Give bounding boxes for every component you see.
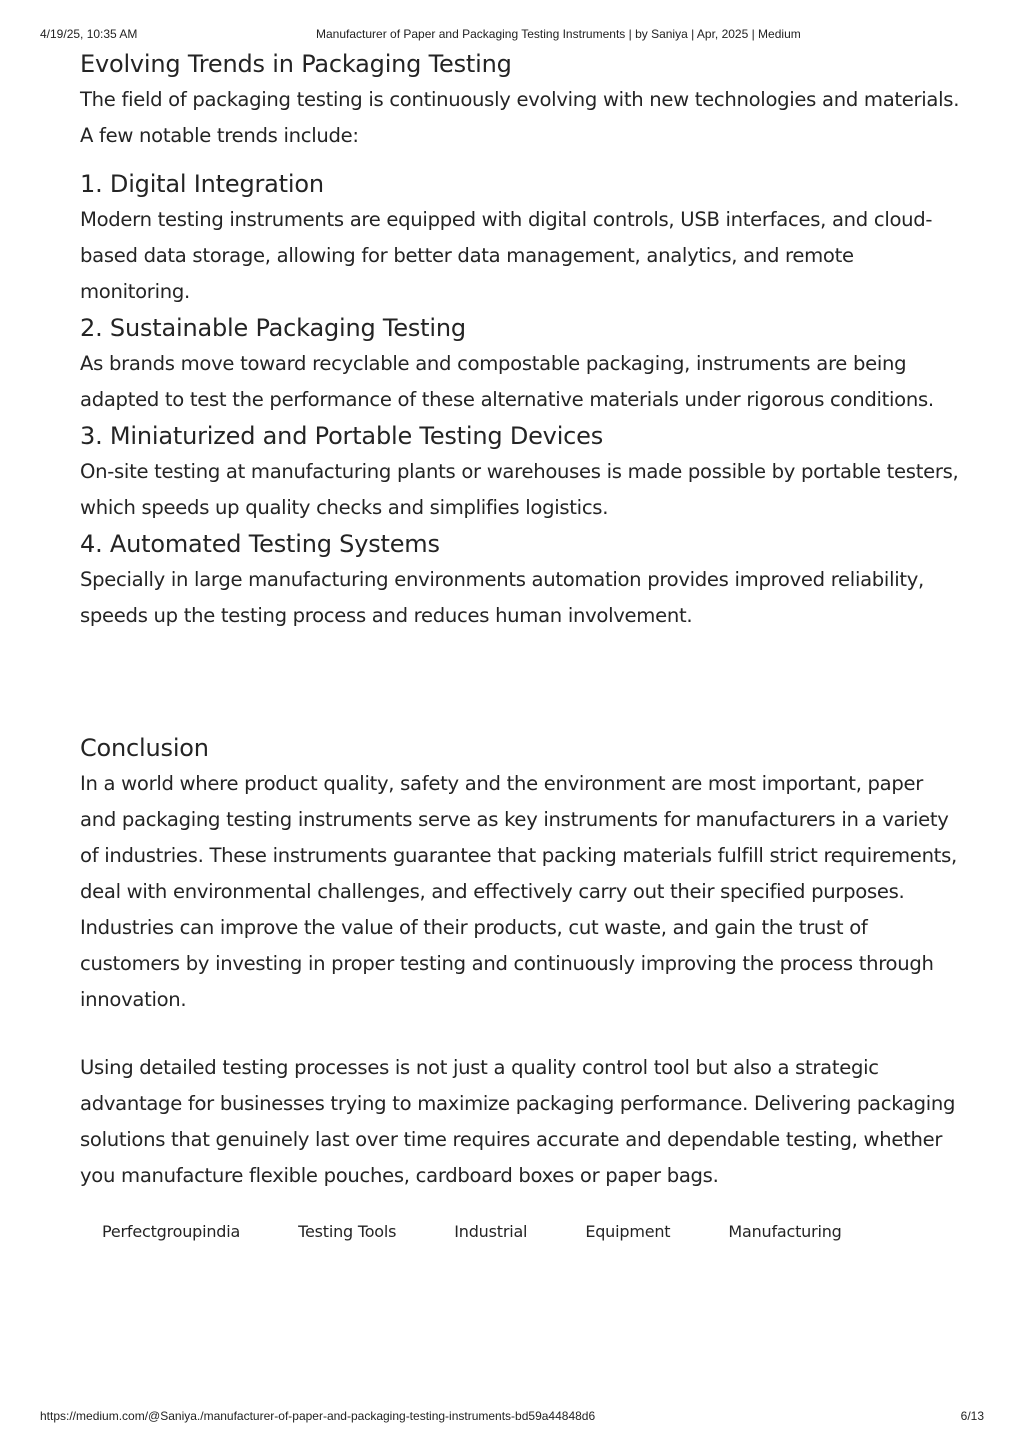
trend-text-sustainable-packaging: As brands move toward recyclable and compostable packaging, instruments are being adapted to test the performance of these alternative materials under rigorous conditions. xyxy=(80,352,934,411)
tag-testing-tools[interactable]: Testing Tools xyxy=(276,1216,418,1248)
trends-intro: The field of packaging testing is continuously evolving with new technologies and materials. A few notable trends include: xyxy=(80,88,960,147)
trend-heading-portable-devices: 3. Miniaturized and Portable Testing Devices xyxy=(80,422,604,450)
tag-list xyxy=(80,1216,960,1248)
tag-perfectgroupindia[interactable]: Perfectgroupindia xyxy=(80,1216,262,1248)
print-document-title: Manufacturer of Paper and Packaging Testing Instruments | by Saniya | Apr, 2025 | Medium xyxy=(316,27,801,41)
trend-heading-sustainable-packaging: 2. Sustainable Packaging Testing xyxy=(80,314,466,342)
trends-heading: Evolving Trends in Packaging Testing xyxy=(80,50,512,78)
conclusion-heading: Conclusion xyxy=(80,734,209,762)
print-page-number: 6/13 xyxy=(960,1409,984,1423)
trend-heading-digital-integration: 1. Digital Integration xyxy=(80,170,324,198)
conclusion-paragraph-1: In a world where product quality, safety and the environment are most important, paper and packaging testing instruments serve as key instruments for manufacturers in a variety of industries. These instruments guarantee that packing materials fulfill strict requirements, deal with environmental challenges, and effectively carry out their specified purposes. Industries can improve the value of their products, cut waste, and gain the trust of customers by investing in proper testing and continuously improving the process through innovation. xyxy=(80,772,957,1011)
print-page-url: https://medium.com/@Saniya./manufacturer-of-paper-and-packaging-testing-instruments-bd59a44848d6 xyxy=(40,1409,596,1423)
trend-text-portable-devices: On-site testing at manufacturing plants or warehouses is made possible by portable testers, which speeds up quality checks and simplifies logistics. xyxy=(80,460,959,519)
print-header xyxy=(40,27,984,43)
tag-manufacturing[interactable]: Manufacturing xyxy=(706,1216,863,1248)
print-datetime: 4/19/25, 10:35 AM xyxy=(40,27,138,41)
trend-heading-automated-systems: 4. Automated Testing Systems xyxy=(80,530,440,558)
tag-equipment[interactable]: Equipment xyxy=(563,1216,692,1248)
conclusion-paragraph-2: Using detailed testing processes is not just a quality control tool but also a strategic advantage for businesses trying to maximize packaging performance. Delivering packaging solutions that genuinely last over time requires accurate and dependable testing, whether you manufacture flexible pouches, cardboard boxes or paper bags. xyxy=(80,1056,956,1187)
trend-text-digital-integration: Modern testing instruments are equipped with digital controls, USB interfaces, and cloud-based data storage, allowing for better data management, analytics, and remote monitoring. xyxy=(80,208,933,303)
tag-industrial[interactable]: Industrial xyxy=(432,1216,549,1248)
trend-text-automated-systems: Specially in large manufacturing environments automation provides improved reliability, speeds up the testing process and reduces human involvement. xyxy=(80,568,924,627)
article-body xyxy=(80,46,960,1248)
print-footer xyxy=(40,1409,984,1425)
